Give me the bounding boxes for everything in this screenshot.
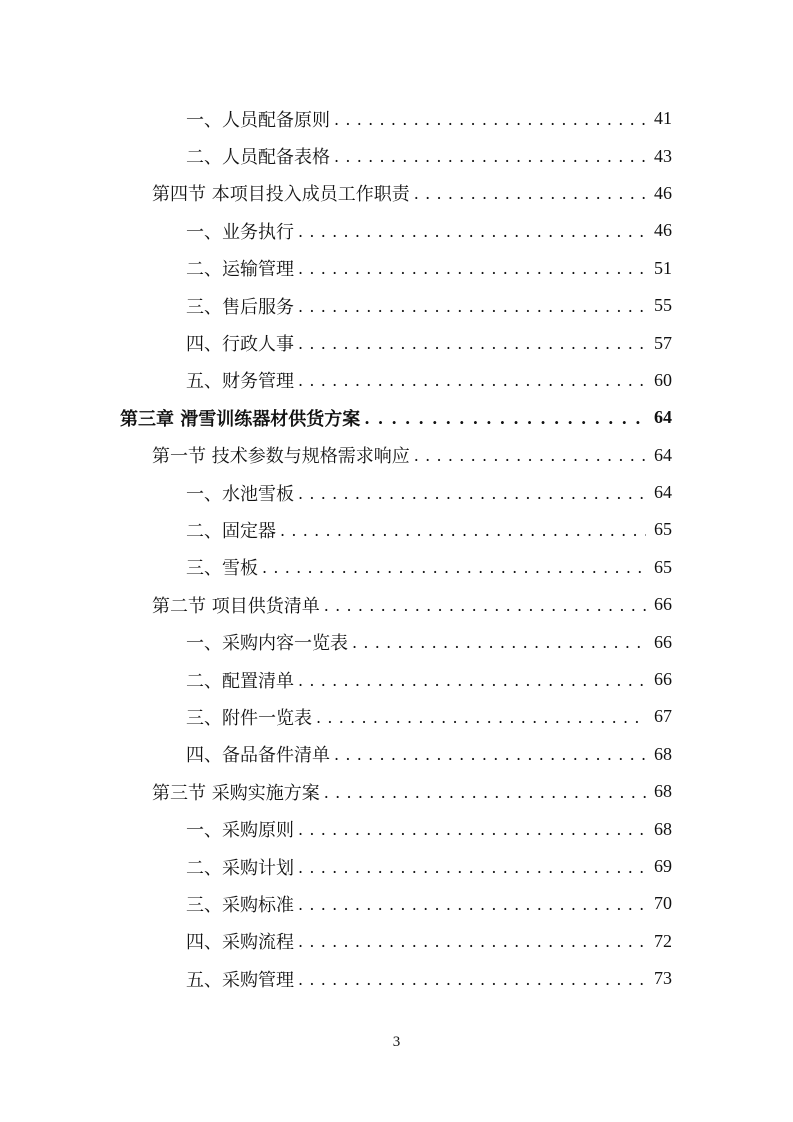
toc-entry[interactable]	[0, 698, 793, 735]
toc-entry-title: 一、采购原则	[186, 820, 294, 842]
toc-entry[interactable]	[0, 736, 793, 773]
toc-entry[interactable]	[0, 885, 793, 922]
toc-entry[interactable]	[0, 960, 793, 997]
toc-dot-leader	[280, 521, 646, 539]
toc-entry-page: 70	[654, 893, 672, 914]
toc-entry-title: 四、行政人事	[186, 334, 294, 356]
toc-entry-title: 二、配置清单	[186, 670, 294, 692]
toc-entry-title: 第一节 技术参数与规格需求响应	[152, 446, 410, 468]
toc-entry-title: 第三节 采购实施方案	[152, 782, 320, 804]
toc-entry[interactable]	[0, 474, 793, 511]
toc-entry-page: 57	[654, 332, 672, 353]
toc-entry-page: 66	[654, 669, 672, 690]
toc-entry-title: 二、人员配备表格	[186, 147, 330, 169]
toc-entry[interactable]	[0, 549, 793, 586]
toc-entry-page: 66	[654, 594, 672, 615]
toc-entry-page: 55	[654, 295, 672, 316]
toc-dot-leader	[298, 895, 646, 913]
toc-entry-page: 65	[654, 556, 672, 577]
toc-entry[interactable]	[0, 773, 793, 810]
toc-entry-page: 64	[654, 407, 672, 428]
toc-entry[interactable]	[0, 437, 793, 474]
toc-entry[interactable]	[0, 848, 793, 885]
toc-entry-page: 68	[654, 781, 672, 802]
toc-entry-title: 五、采购管理	[186, 969, 294, 991]
toc-entry-title: 二、采购计划	[186, 857, 294, 879]
toc-entry-page: 66	[654, 631, 672, 652]
toc-dot-leader	[298, 671, 646, 689]
toc-entry-title: 第三章 滑雪训练器材供货方案	[120, 408, 361, 430]
toc-entry-title: 五、财务管理	[186, 371, 294, 393]
toc-entry[interactable]	[0, 511, 793, 548]
toc-dot-leader	[298, 484, 646, 502]
toc-dot-leader	[262, 558, 646, 576]
toc-entry[interactable]	[0, 661, 793, 698]
toc-entry-title: 第四节 本项目投入成员工作职责	[152, 184, 410, 206]
toc-entry-title: 二、固定器	[186, 520, 276, 542]
toc-dot-leader	[352, 633, 646, 651]
toc-entry[interactable]	[0, 212, 793, 249]
toc-dot-leader	[298, 259, 646, 277]
toc-entry-page: 51	[654, 257, 672, 278]
toc-entry[interactable]	[0, 100, 793, 137]
toc-entry-page: 68	[654, 818, 672, 839]
toc-dot-leader	[298, 820, 646, 838]
toc-entry-title: 一、采购内容一览表	[186, 633, 348, 655]
toc-dot-leader	[298, 932, 646, 950]
toc-dot-leader	[334, 147, 646, 165]
toc-entry-title: 一、水池雪板	[186, 483, 294, 505]
toc-entry[interactable]	[0, 287, 793, 324]
toc-entry[interactable]	[0, 623, 793, 660]
toc-entry-page: 46	[654, 182, 672, 203]
toc-entry-page: 41	[654, 108, 672, 129]
toc-entry-page: 67	[654, 706, 672, 727]
toc-chapter-entry[interactable]	[0, 399, 793, 436]
toc-entry-title: 四、备品备件清单	[186, 745, 330, 767]
toc-dot-leader	[298, 970, 646, 988]
toc-entry[interactable]	[0, 137, 793, 174]
toc-entry-page: 72	[654, 930, 672, 951]
toc-entry-title: 第二节 项目供货清单	[152, 595, 320, 617]
toc-entry[interactable]	[0, 586, 793, 623]
toc-entry-title: 三、附件一览表	[186, 707, 312, 729]
toc-entry-title: 一、人员配备原则	[186, 109, 330, 131]
toc-dot-leader	[324, 783, 646, 801]
toc-dot-leader	[414, 446, 646, 464]
toc-entry-page: 46	[654, 220, 672, 241]
toc-entry[interactable]	[0, 175, 793, 212]
toc-dot-leader	[334, 110, 646, 128]
toc-dot-leader	[316, 708, 646, 726]
page-number: 3	[392, 1034, 401, 1050]
toc-entry-page: 65	[654, 519, 672, 540]
toc-dot-leader	[334, 745, 646, 763]
toc-entry-page: 43	[654, 145, 672, 166]
toc-dot-leader	[324, 596, 646, 614]
toc-entry[interactable]	[0, 324, 793, 361]
toc-entry-title: 二、运输管理	[186, 259, 294, 281]
toc-dot-leader	[298, 334, 646, 352]
toc-entry-title: 三、雪板	[186, 558, 258, 580]
toc-entry-title: 一、业务执行	[186, 221, 294, 243]
toc-dot-leader	[364, 409, 646, 427]
toc-entry[interactable]	[0, 362, 793, 399]
toc-dot-leader	[298, 297, 646, 315]
toc-dot-leader	[298, 858, 646, 876]
toc-entry-title: 三、采购标准	[186, 894, 294, 916]
toc-entry-page: 64	[654, 482, 672, 503]
toc-entry[interactable]	[0, 923, 793, 960]
toc-dot-leader	[298, 222, 646, 240]
toc-entry-page: 64	[654, 444, 672, 465]
toc-entry-page: 60	[654, 369, 672, 390]
toc-entry-title: 三、售后服务	[186, 296, 294, 318]
toc-entry-page: 69	[654, 856, 672, 876]
toc-entry[interactable]	[0, 810, 793, 847]
toc-dot-leader	[298, 371, 646, 389]
toc-entry-page: 68	[654, 743, 672, 764]
toc-dot-leader	[414, 184, 646, 202]
table-of-contents	[0, 100, 793, 997]
toc-entry-page: 73	[654, 968, 672, 989]
toc-entry[interactable]	[0, 250, 793, 287]
toc-entry-title: 四、采购流程	[186, 932, 294, 954]
